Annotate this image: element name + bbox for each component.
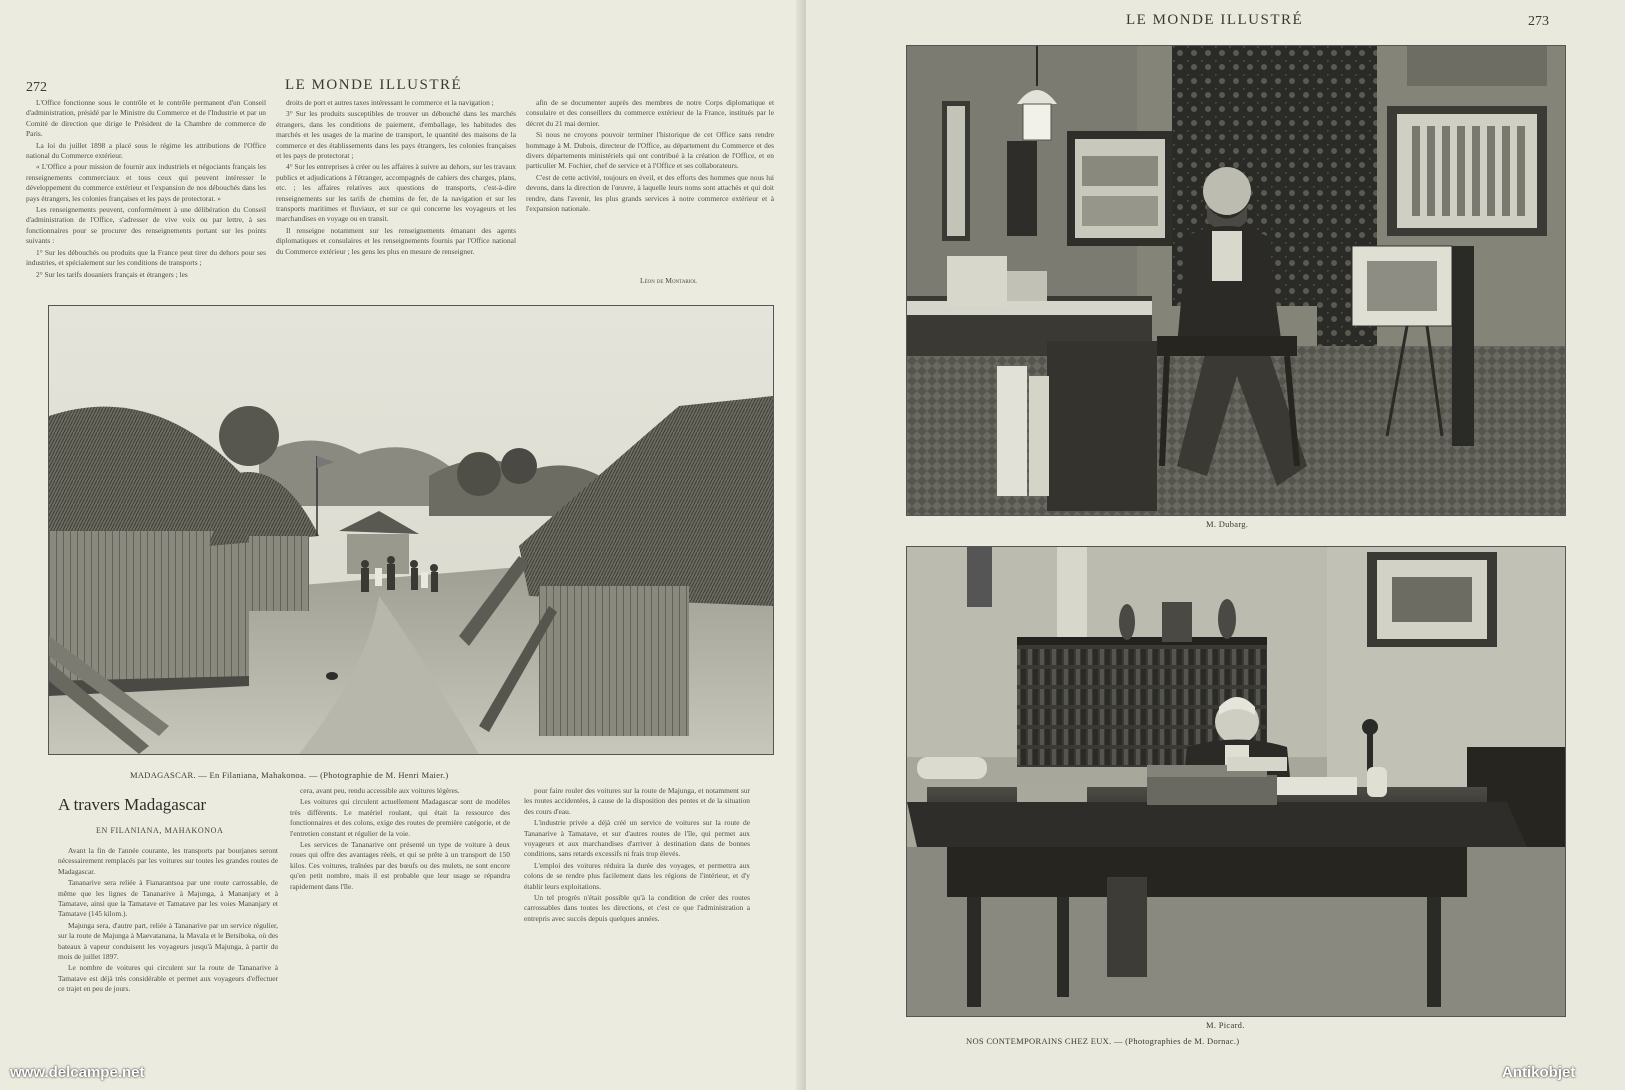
paragraph: Les services de Tananarive ont présenté un type de voiture à deux roues qui offre des avantages réels, et qui se prête à un transport de 150 kilos. Ces voitures, traînées par des bœufs ou des mulets, ne sont encore qu'en petit nombre, mais il est probable que leur usage se répandra rapidement dans l'île. [290,840,510,891]
madagascar-village-photo [48,305,774,755]
paragraph: C'est de cette activité, toujours en éveil, et des efforts des hommes que nous lui devons, dans la direction de l'œuvre, à laquelle leurs noms sont attachés et qui doit rendre, dans l'avenir, les plus grands services à notre commerce extérieur et à l'expansion nationale. [526,172,774,214]
paragraph: 1° Sur les débouchés ou produits que la France peut tirer du dehors pour ses industries, et spécialement sur les conditions de transports ; [26,247,266,268]
paragraph: Il renseigne notamment sur les renseignements émanant des agents diplomatiques et consulaires et les renseignements fournis par l'Office national du Commerce extérieur ; les gens les plus en mesure de renseigner. [276,225,516,256]
paragraph: « L'Office a pour mission de fournir aux industriels et négociants français les renseignements commerciaux et tous ceux qui peuvent intéresser le développement du commerce extérieur et l'expansion de nos débouchés dans les pays étrangers, les colonies françaises et les pays de protectorat. » [26,162,266,203]
paragraph: 2° Sur les tarifs douaniers français et étrangers ; les [36,269,188,279]
madagascar-photo-caption: MADAGASCAR. — En Filaniana, Mahakonoa. — (Photographie de M. Henri Maier.) [130,770,449,780]
office-photo-picard [906,546,1566,1017]
left-page-number: 272 [26,80,47,95]
paragraph: L'industrie privée a déjà créé un service de voitures sur la route de Tananarive à Tamatave, et sur d'autres routes de l'île, qui permet aux voyageurs et aux marchandises d'arriver à destination dans de bonnes conditions, sans retards excessifs ni frais trop élevés. [524,818,750,859]
paragraph: Le nombre de voitures qui circulent sur la route de Tananarive à Tamatave est déjà très considérable et permet aux voyageurs d'effectuer ce trajet en peu de jours. [58,963,278,994]
text-column-3 [526,98,774,268]
caption-picard: M. Picard. [1206,1020,1245,1030]
left-page-header: LE MONDE ILLUSTRÉ [285,77,463,93]
right-page-header: LE MONDE ILLUSTRÉ [1126,12,1304,28]
paragraph: Si nous ne croyons pouvoir terminer l'historique de cet Office sans rendre hommage à M. Dubois, directeur de l'Office, au département du Commerce et des divers départements ministériels qui ont contribué à la création de l'Office, et en particulier M. Fochier, chef de service et à l'Office et ses collaborateurs. [526,130,774,171]
article-signature: Léon de Montariol [640,276,698,285]
paragraph: afin de se documenter auprès des membres de notre Corps diplomatique et consulaire et des conseillers du commerce extérieur de la France, institués par le décret du 21 mai dernier. [526,98,774,128]
paragraph: 3° Sur les produits susceptibles de trouver un débouché dans les marchés étrangers, dans les conditions de paiement, d'emballage, les habitudes des marchés et les usages de la marine de transport, le quantité des maisons de la commerce et des établissements dans les pays étrangers, les colonies françaises et les pays de protectorat ; [276,109,516,161]
paragraph: L'emploi des voitures réduira la durée des voyages, et permettra aux colons de se rendre plus facilement dans les régions de l'intérieur, et d'y établir leurs exploitations. [524,860,750,891]
paragraph: 4° Sur les entreprises à créer ou les affaires à suivre au dehors, sur les travaux publics et adjudications à l'étranger, accompagnés de cahiers des charges, plans, etc. ; les affaires relatives aux questions de transports, c'est-à-dire renseignements sur les tarifs de chemins de fer, de la navigation et sur les transports maritimes et fluviaux, et sur ce qui concerne les voyageurs et les marchandises en voyage ou en transit. [276,162,516,224]
paragraph: pour faire rouler des voitures sur la route de Majunga, et notamment sur les routes accidentées, à cause de la disposition des pentes et de la situation des cours d'eau. [524,786,750,816]
paragraph: Avant la fin de l'année courante, les transports par bourjanes seront nécessairement remplacés par les voitures sur toutes les grandes routes de Madagascar. [58,846,278,876]
paragraph: cera, avant peu, rendu accessible aux voitures légères. [300,786,460,795]
article-column-3 [524,786,750,1072]
article-subtitle: EN FILANIANA, MAHAKONOA [96,826,224,835]
text-column-2 [276,98,516,290]
paragraph: droits de port et autres taxes intéressant le commerce et la navigation ; [286,98,494,107]
paragraph: Un tel progrès n'était possible qu'à la condition de créer des routes carrossables dans toutes les directions, et c'est ce que l'administration a entrepris avec succès depuis quelques années. [524,893,750,923]
paragraph: Tananarive sera reliée à Fianarantsoa par une route carrossable, de même que les lignes de Tananarive à Majunga, à Mananjary et à Tamatave, ainsi que la Tamatave et Tamatave par les voies Mananjary et Tamatave (145 kilom.). [58,878,278,919]
paragraph: Les voitures qui circulent actuellement Madagascar sont de modèles très différents. Le matériel roulant, qui était la ressource des fonctionnaires et des colons, exige des routes de première catégorie, et de l'entretien constant et régulier de la voie. [290,797,510,838]
right-page [806,0,1625,1090]
paragraph: Les renseignements peuvent, conformément à une délibération du Conseil d'administration de l'Office, s'adresser de vive voix ou par lettre, à ses fonctionnaires pour se procurer des renseignements portant sur les points suivants : [26,205,266,246]
paragraph: Majunga sera, d'autre part, reliée à Tananarive par un service régulier, sur la route de Majunga à Maevatanana, la Mavala et le Betsiboka, où des bateaux à vapeur conduisent les voyageurs jusqu'à Majunga, à partir du mois de juillet 1897. [58,920,278,962]
right-page-number: 273 [1528,14,1549,29]
left-page [0,0,806,1090]
article-column-2 [290,786,510,1072]
watermark-left: www.delcampe.net [10,1064,145,1081]
article-title: A travers Madagascar [58,795,207,814]
caption-dubarg: M. Dubarg. [1206,519,1249,529]
text-column-1 [26,98,266,290]
caption-contemporains: NOS CONTEMPORAINS CHEZ EUX. — (Photographies de M. Dornac.) [966,1036,1240,1046]
paragraph: L'Office fonctionne sous le contrôle et le contrôle permanent d'un Conseil d'administration, présidé par le Ministre du Commerce et de l'Industrie et par un Comité de direction que dirige le Président de la Chambre de commerce de Paris. [26,98,266,139]
office-photo-dubarg [906,45,1566,516]
article-column-1 [58,846,278,1072]
paragraph: La loi du juillet 1898 a placé sous le régime les attributions de l'Office national du Commerce extérieur. [26,140,266,161]
watermark-right: Antikobjet [1502,1064,1576,1081]
